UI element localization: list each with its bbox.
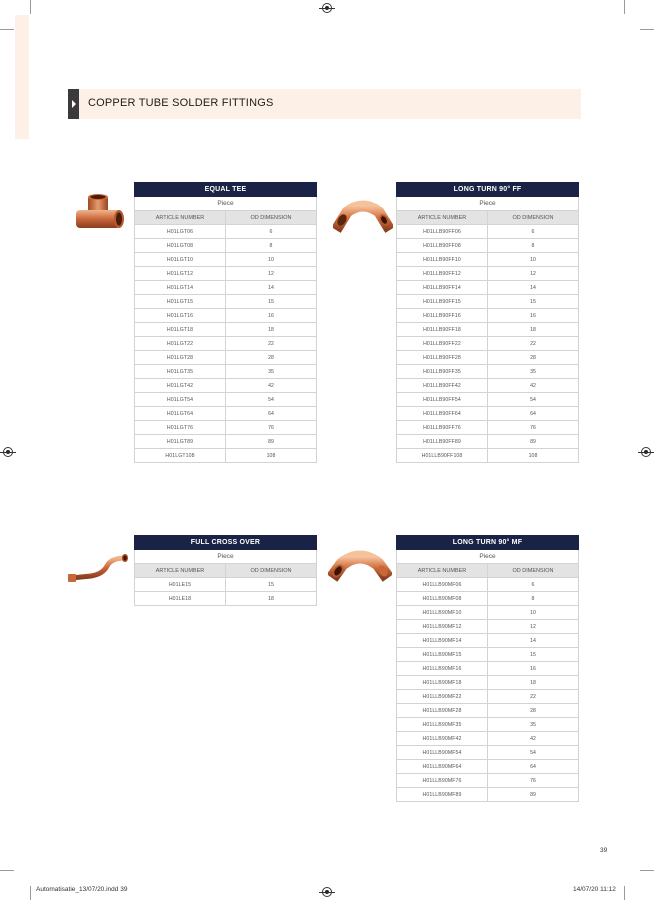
article-number-cell: H01LLB90FF35	[397, 365, 488, 379]
article-number-cell: H01LGT18	[135, 323, 226, 337]
od-dimension-cell: 18	[488, 676, 579, 690]
article-number-cell: H01LGT15	[135, 295, 226, 309]
unit-label: Piece	[135, 197, 317, 211]
table-title: LONG TURN 90° MF	[397, 536, 579, 550]
od-dimension-cell: 6	[488, 578, 579, 592]
table-row	[397, 732, 579, 746]
table-row	[397, 435, 579, 449]
od-dimension-cell: 54	[226, 393, 317, 407]
table-body	[135, 225, 317, 463]
table-row	[135, 379, 317, 393]
article-number-cell: H01LLB90MF15	[397, 648, 488, 662]
table-row	[135, 323, 317, 337]
article-number-cell: H01LLB90FF22	[397, 337, 488, 351]
article-number-cell: H01LGT108	[135, 449, 226, 463]
table-row	[397, 407, 579, 421]
od-dimension-cell: 18	[226, 323, 317, 337]
article-number-cell: H01LGT54	[135, 393, 226, 407]
od-dimension-cell: 89	[488, 788, 579, 802]
long-turn-mf-image	[328, 550, 392, 584]
section-title: COPPER TUBE SOLDER FITTINGS	[88, 97, 274, 109]
od-dimension-cell: 18	[226, 592, 317, 606]
article-number-cell: H01LLB90FF14	[397, 281, 488, 295]
article-number-cell: H01LLB90FF06	[397, 225, 488, 239]
od-dimension-cell: 108	[226, 449, 317, 463]
table-row	[135, 449, 317, 463]
article-number-cell: H01LGT06	[135, 225, 226, 239]
table-row	[397, 323, 579, 337]
crop-mark	[624, 886, 625, 900]
od-dimension-cell: 89	[226, 435, 317, 449]
full-cross-over-table	[134, 535, 317, 606]
table-row	[397, 718, 579, 732]
table-row	[135, 281, 317, 295]
table-row	[397, 746, 579, 760]
table-row	[135, 592, 317, 606]
table-row	[397, 760, 579, 774]
od-dimension-cell: 10	[488, 253, 579, 267]
table-row	[135, 337, 317, 351]
article-number-cell: H01LLB90MF16	[397, 662, 488, 676]
od-dimension-cell: 15	[488, 295, 579, 309]
od-dimension-cell: 76	[488, 421, 579, 435]
article-number-cell: H01LGT35	[135, 365, 226, 379]
table-row	[397, 690, 579, 704]
table-row	[135, 295, 317, 309]
table-row	[397, 295, 579, 309]
article-number-cell: H01LGT42	[135, 379, 226, 393]
table-row	[135, 253, 317, 267]
od-dimension-cell: 64	[226, 407, 317, 421]
od-dimension-cell: 89	[488, 435, 579, 449]
od-dimension-cell: 108	[488, 449, 579, 463]
table-row	[397, 648, 579, 662]
table-row	[397, 309, 579, 323]
table-title: EQUAL TEE	[135, 183, 317, 197]
table-row	[397, 421, 579, 435]
table-row	[135, 393, 317, 407]
footer-file-info: Automatisatie_13/07/20.indd 39	[36, 886, 128, 893]
od-dimension-cell: 10	[226, 253, 317, 267]
article-number-cell: H01LGT16	[135, 309, 226, 323]
table-body	[135, 578, 317, 606]
registration-mark-icon	[322, 887, 332, 897]
article-number-cell: H01LGT14	[135, 281, 226, 295]
article-number-cell: H01LLB90MF76	[397, 774, 488, 788]
registration-mark-icon	[3, 447, 13, 457]
table-row	[397, 253, 579, 267]
article-number-cell: H01LGT64	[135, 407, 226, 421]
article-number-cell: H01LLB90FF64	[397, 407, 488, 421]
od-dimension-cell: 76	[226, 421, 317, 435]
article-number-cell: H01LLB90FF12	[397, 267, 488, 281]
crop-mark	[30, 0, 31, 14]
table-row	[135, 365, 317, 379]
od-dimension-cell: 8	[488, 592, 579, 606]
unit-label: Piece	[135, 550, 317, 564]
article-number-cell: H01LLB90MF42	[397, 732, 488, 746]
od-dimension-cell: 12	[488, 620, 579, 634]
article-number-cell: H01LLB90MF12	[397, 620, 488, 634]
table-row	[135, 435, 317, 449]
od-dimension-cell: 28	[488, 704, 579, 718]
table-body	[397, 225, 579, 463]
column-header-od: OD DIMENSION	[226, 564, 317, 578]
od-dimension-cell: 8	[226, 239, 317, 253]
table-title: LONG TURN 90° FF	[397, 183, 579, 197]
od-dimension-cell: 28	[488, 351, 579, 365]
article-number-cell: H01LLB90FF10	[397, 253, 488, 267]
article-number-cell: H01LGT76	[135, 421, 226, 435]
od-dimension-cell: 22	[226, 337, 317, 351]
long-turn-mf-table	[396, 535, 579, 802]
article-number-cell: H01LGT89	[135, 435, 226, 449]
od-dimension-cell: 42	[226, 379, 317, 393]
table-row	[135, 225, 317, 239]
table-row	[397, 788, 579, 802]
od-dimension-cell: 16	[226, 309, 317, 323]
column-header-article: ARTICLE NUMBER	[397, 564, 488, 578]
od-dimension-cell: 14	[488, 634, 579, 648]
od-dimension-cell: 12	[226, 267, 317, 281]
article-number-cell: H01LLB90FF89	[397, 435, 488, 449]
od-dimension-cell: 15	[226, 578, 317, 592]
article-number-cell: H01LLB90MF22	[397, 690, 488, 704]
article-number-cell: H01LLB90MF14	[397, 634, 488, 648]
table-row	[397, 620, 579, 634]
equal-tee-table	[134, 182, 317, 463]
table-row	[135, 421, 317, 435]
article-number-cell: H01LLB90FF16	[397, 309, 488, 323]
table-row	[397, 662, 579, 676]
od-dimension-cell: 22	[488, 337, 579, 351]
table-row	[397, 281, 579, 295]
table-row	[135, 407, 317, 421]
table-row	[397, 379, 579, 393]
od-dimension-cell: 64	[488, 760, 579, 774]
section-banner	[68, 89, 581, 119]
table-row	[397, 578, 579, 592]
long-turn-ff-table	[396, 182, 579, 463]
od-dimension-cell: 42	[488, 379, 579, 393]
column-header-od: OD DIMENSION	[488, 564, 579, 578]
article-number-cell: H01LLB90MF64	[397, 760, 488, 774]
od-dimension-cell: 16	[488, 309, 579, 323]
article-number-cell: H01LLB90FF108	[397, 449, 488, 463]
article-number-cell: H01LLB90FF28	[397, 351, 488, 365]
od-dimension-cell: 18	[488, 323, 579, 337]
footer-timestamp: 14/07/20 11:12	[573, 886, 616, 893]
article-number-cell: H01LGT22	[135, 337, 226, 351]
od-dimension-cell: 22	[488, 690, 579, 704]
article-number-cell: H01LLB90MF06	[397, 578, 488, 592]
column-header-article: ARTICLE NUMBER	[397, 211, 488, 225]
article-number-cell: H01LLB90MF18	[397, 676, 488, 690]
od-dimension-cell: 15	[488, 648, 579, 662]
od-dimension-cell: 14	[488, 281, 579, 295]
article-number-cell: H01LLB90MF35	[397, 718, 488, 732]
table-row	[397, 704, 579, 718]
od-dimension-cell: 6	[488, 225, 579, 239]
article-number-cell: H01LGT08	[135, 239, 226, 253]
column-header-od: OD DIMENSION	[226, 211, 317, 225]
table-row	[397, 449, 579, 463]
equal-tee-image	[72, 192, 126, 234]
long-turn-ff-image	[333, 200, 393, 234]
article-number-cell: H01LLB90FF76	[397, 421, 488, 435]
crop-mark	[624, 0, 625, 14]
od-dimension-cell: 54	[488, 746, 579, 760]
article-number-cell: H01LLB90MF08	[397, 592, 488, 606]
od-dimension-cell: 76	[488, 774, 579, 788]
table-row	[397, 239, 579, 253]
article-number-cell: H01LLB90MF89	[397, 788, 488, 802]
article-number-cell: H01LGT28	[135, 351, 226, 365]
article-number-cell: H01LGT12	[135, 267, 226, 281]
article-number-cell: H01LLB90FF54	[397, 393, 488, 407]
article-number-cell: H01LLB90MF28	[397, 704, 488, 718]
od-dimension-cell: 64	[488, 407, 579, 421]
table-row	[397, 634, 579, 648]
article-number-cell: H01LE15	[135, 578, 226, 592]
unit-label: Piece	[397, 197, 579, 211]
article-number-cell: H01LLB90FF18	[397, 323, 488, 337]
table-row	[397, 337, 579, 351]
crop-mark	[640, 870, 654, 871]
table-row	[397, 267, 579, 281]
article-number-cell: H01LLB90FF15	[397, 295, 488, 309]
table-body	[397, 578, 579, 802]
table-row	[135, 309, 317, 323]
crop-mark	[0, 29, 14, 30]
column-header-od: OD DIMENSION	[488, 211, 579, 225]
table-row	[135, 267, 317, 281]
od-dimension-cell: 10	[488, 606, 579, 620]
od-dimension-cell: 12	[488, 267, 579, 281]
table-row	[397, 592, 579, 606]
od-dimension-cell: 42	[488, 732, 579, 746]
registration-mark-icon	[322, 3, 332, 13]
column-header-article: ARTICLE NUMBER	[135, 564, 226, 578]
table-row	[397, 606, 579, 620]
article-number-cell: H01LLB90FF42	[397, 379, 488, 393]
od-dimension-cell: 28	[226, 351, 317, 365]
crop-mark	[0, 870, 14, 871]
column-header-article: ARTICLE NUMBER	[135, 211, 226, 225]
od-dimension-cell: 15	[226, 295, 317, 309]
od-dimension-cell: 54	[488, 393, 579, 407]
table-row	[397, 774, 579, 788]
page-number: 39	[600, 847, 608, 854]
od-dimension-cell: 35	[488, 365, 579, 379]
article-number-cell: H01LLB90FF08	[397, 239, 488, 253]
table-row	[397, 365, 579, 379]
table-row	[397, 393, 579, 407]
table-row	[135, 578, 317, 592]
article-number-cell: H01LGT10	[135, 253, 226, 267]
full-cross-over-image	[67, 550, 131, 586]
page-edge-strip	[15, 15, 29, 139]
od-dimension-cell: 14	[226, 281, 317, 295]
od-dimension-cell: 6	[226, 225, 317, 239]
crop-mark	[30, 886, 31, 900]
table-row	[397, 351, 579, 365]
od-dimension-cell: 35	[488, 718, 579, 732]
play-arrow-icon	[68, 89, 79, 119]
table-row	[397, 676, 579, 690]
od-dimension-cell: 35	[226, 365, 317, 379]
unit-label: Piece	[397, 550, 579, 564]
registration-mark-icon	[641, 447, 651, 457]
article-number-cell: H01LE18	[135, 592, 226, 606]
table-title: FULL CROSS OVER	[135, 536, 317, 550]
article-number-cell: H01LLB90MF54	[397, 746, 488, 760]
od-dimension-cell: 16	[488, 662, 579, 676]
article-number-cell: H01LLB90MF10	[397, 606, 488, 620]
od-dimension-cell: 8	[488, 239, 579, 253]
table-row	[397, 225, 579, 239]
crop-mark	[640, 29, 654, 30]
table-row	[135, 351, 317, 365]
table-row	[135, 239, 317, 253]
